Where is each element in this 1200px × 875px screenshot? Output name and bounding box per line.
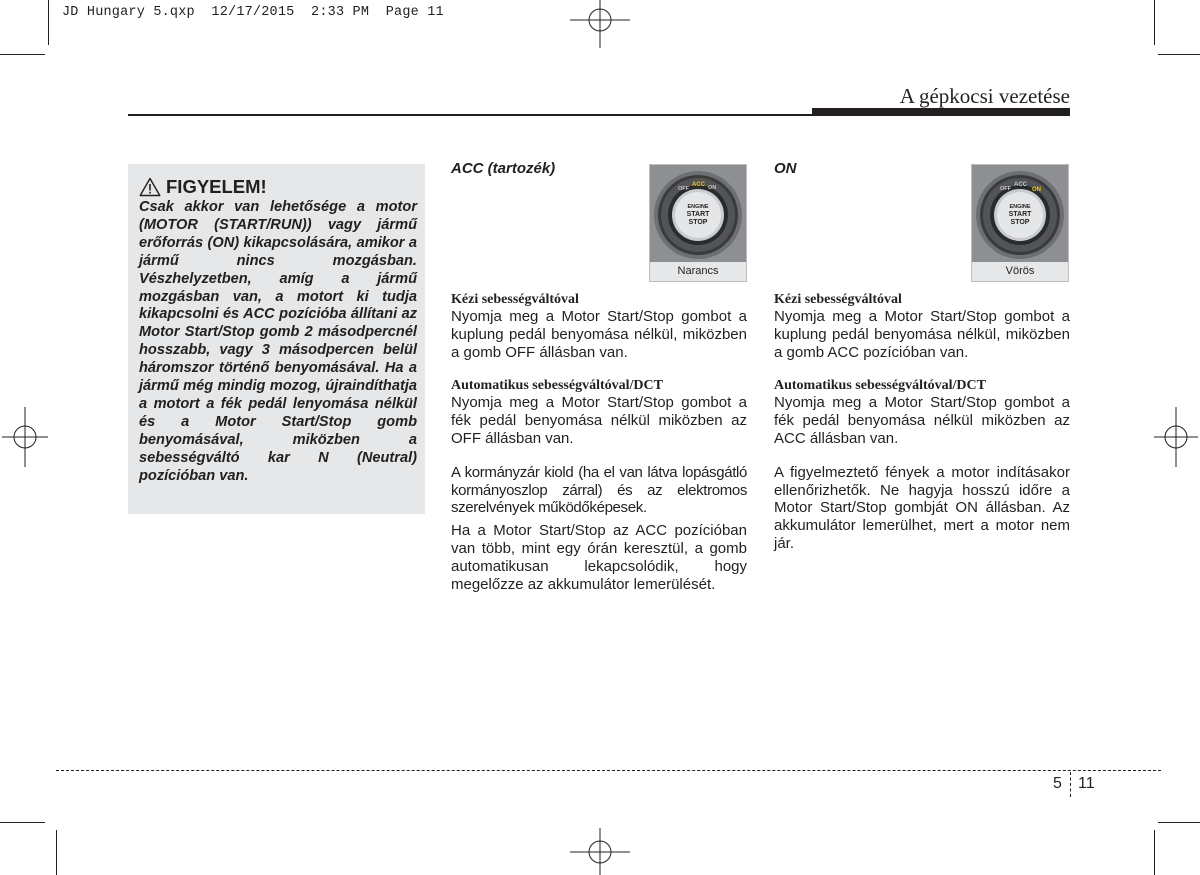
ring-label-on: ON (708, 185, 717, 191)
on-manual-text: Nyomja meg a Motor Start/Stop gombot a kuplung pedál benyomása nélkül, miközben a gomb ACC pozícióban van. (774, 308, 1070, 361)
svg-text:ENGINE: ENGINE (687, 204, 709, 210)
section-title: A gépkocsi vezetése (899, 84, 1070, 108)
svg-text:START: START (1008, 211, 1032, 218)
on-manual-heading: Kézi sebességváltóval (774, 292, 902, 307)
svg-text:STOP: STOP (688, 219, 708, 226)
acc-auto-text: Nyomja meg a Motor Start/Stop gombot a fék pedál benyomása nélkül miközben az OFF állásban van. (451, 394, 747, 447)
on-button-figure (971, 164, 1069, 282)
print-slug: JD Hungary 5.qxp 12/17/2015 2:33 PM Page 11 (62, 5, 444, 20)
acc-body (451, 291, 747, 593)
page-number: 11 (1078, 775, 1095, 792)
ring-label-off: OFF (678, 186, 689, 192)
acc-paragraph-1: A kormányzár kiold (ha el van látva lopásgátló kormányoszlop zárral) és az elektromos szerelvények működőképesek. (451, 463, 747, 517)
ring-label-off: OFF (1000, 186, 1011, 192)
engine-start-button-acc-image (650, 165, 746, 262)
on-auto-text: Nyomja meg a Motor Start/Stop gombot a fék pedál benyomása nélkül miközben az ACC állásban van. (774, 394, 1070, 447)
acc-auto-heading: Automatikus sebességváltóval/DCT (451, 378, 663, 394)
acc-heading: ACC (tartozék) (451, 160, 556, 177)
on-body (774, 291, 1070, 553)
footer-rule (56, 770, 1161, 771)
acc-manual-heading: Kézi sebességváltóval (451, 292, 579, 307)
registration-mark-right (1152, 404, 1200, 470)
svg-text:STOP: STOP (1010, 219, 1030, 226)
warning-header (139, 176, 417, 198)
on-image-caption: Vörös (1005, 265, 1035, 277)
acc-button-figure (649, 164, 747, 282)
registration-mark-top (566, 0, 634, 50)
ring-label-acc: ACC (692, 182, 705, 188)
page-number-separator (1070, 772, 1072, 797)
warning-triangle-icon (139, 177, 161, 197)
header-rule (128, 114, 812, 116)
on-auto-heading: Automatikus sebességváltóval/DCT (774, 378, 986, 394)
chapter-number: 5 (1053, 775, 1062, 792)
ring-label-acc: ACC (1014, 182, 1027, 188)
on-paragraph-1: A figyelmeztető fények a motor indításakor ellenőrizhetők. Ne hagyja hosszú időre a Motor Start/Stop gombját ON állásban. Az akkumulátor lemerülhet, mert a motor nem jár. (774, 463, 1070, 552)
engine-start-button-on-image (972, 165, 1068, 262)
svg-text:START: START (686, 211, 710, 218)
warning-title: FIGYELEM! (166, 176, 267, 197)
warning-box (128, 164, 425, 514)
acc-paragraph-2: Ha a Motor Start/Stop az ACC pozícióban van több, mint egy órán keresztül, a gomb automatikusan lekapcsolódik, hogy megelőzze az akkumulátor lemerülését. (451, 522, 747, 593)
header-rule-accent (812, 108, 1070, 116)
ring-label-on: ON (1032, 187, 1041, 193)
acc-image-caption: Narancs (677, 265, 719, 277)
svg-text:ENGINE: ENGINE (1009, 204, 1031, 210)
registration-mark-bottom (566, 828, 634, 875)
acc-manual-text: Nyomja meg a Motor Start/Stop gombot a kuplung pedál benyomása nélkül, miközben a gomb OFF állásban van. (451, 308, 747, 361)
warning-text: Csak akkor van lehetősége a motor (MOTOR (START/RUN)) vagy jármű erőforrás (ON) kikapcsolására, amikor a jármű nincs mozgásban. Vészhelyzetben, amíg a jármű mozgásban van, a motort ki tudja kikapcsolni és ACC pozícióba állítani az Motor Start/Stop gomb 2 másodpercnél hosszabb, vagy 3 másodpercen belül háromszor történő benyomásával. Ha a jármű még mindig mozog, újraindíthatja a motort a fék pedál lenyomása nélkül és a Motor Start/Stop gomb benyomásával, miközben a sebességváltó kar N (Neutral) pozícióban van. (139, 199, 417, 484)
registration-mark-left (0, 404, 50, 470)
on-heading: ON (774, 160, 797, 177)
